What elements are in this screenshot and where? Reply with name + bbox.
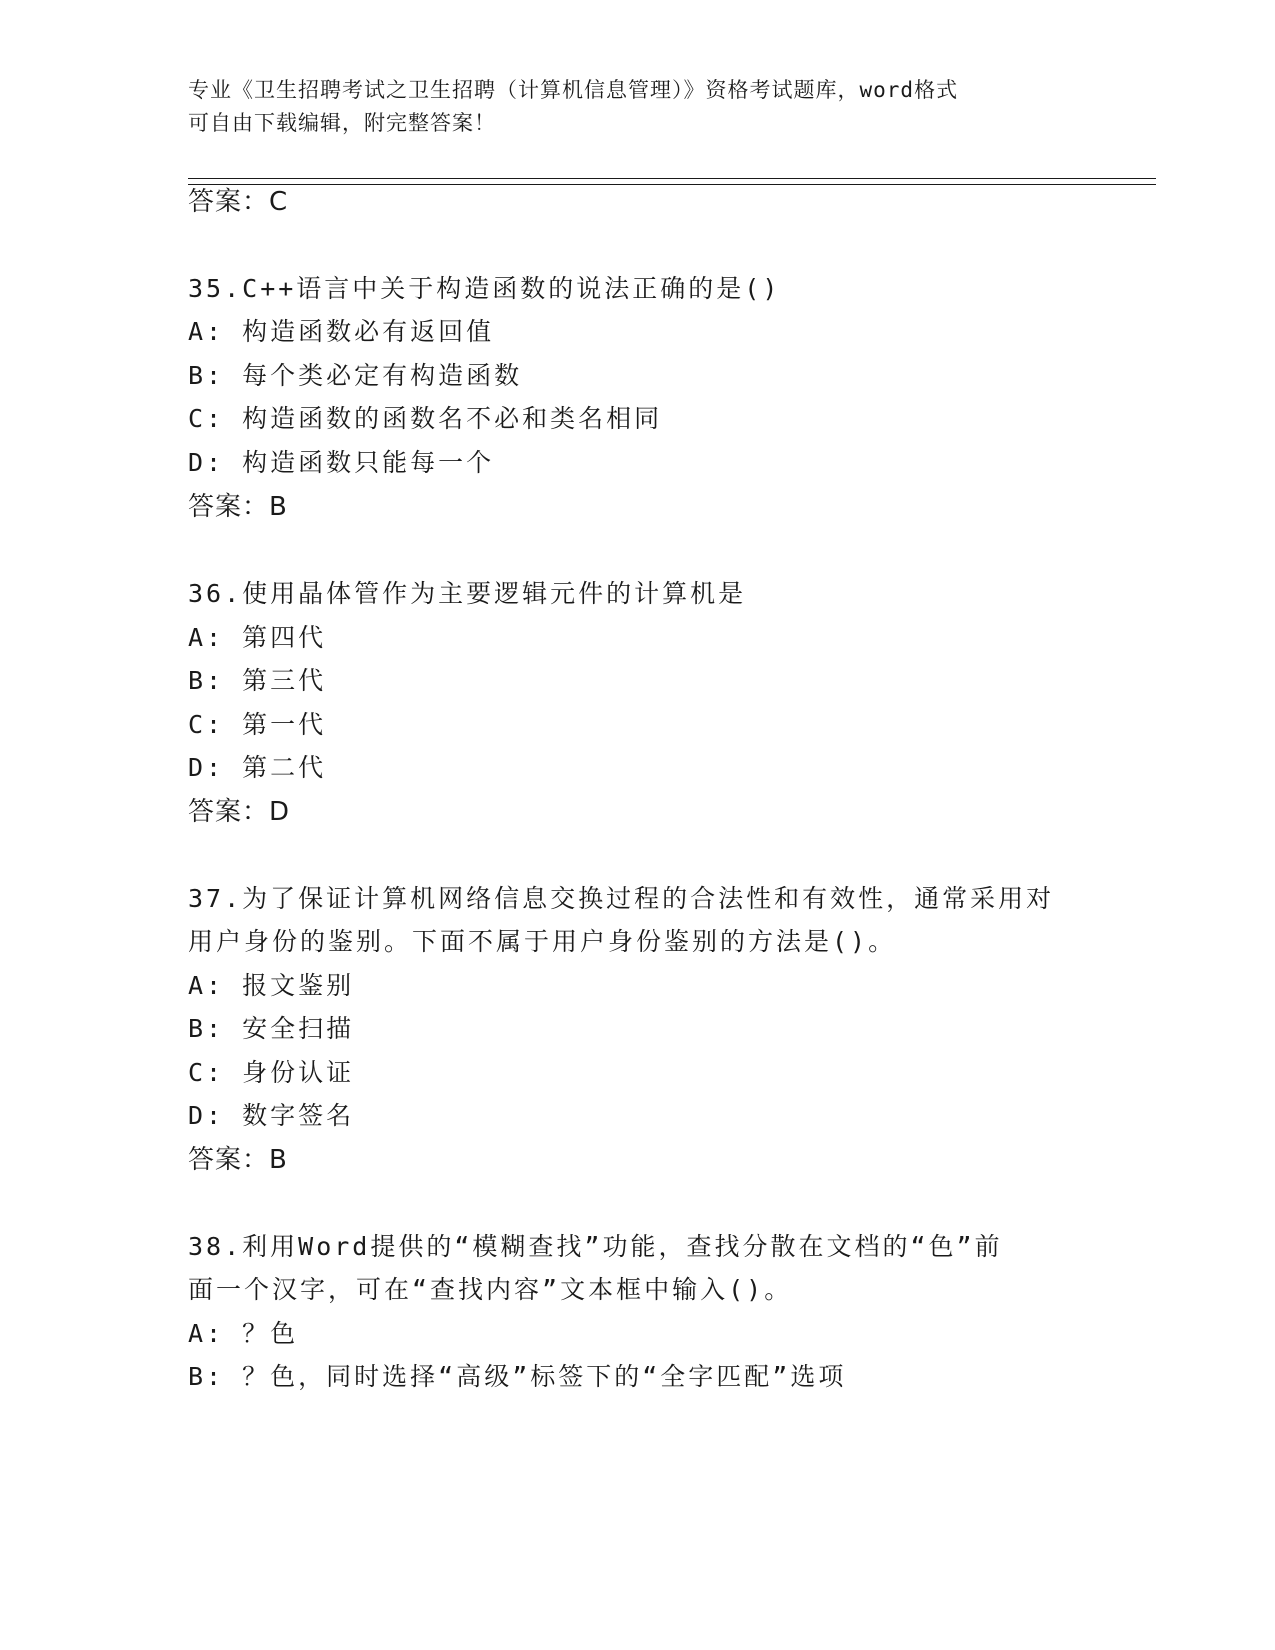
question-stem: 38.利用Word提供的“模糊查找”功能，查找分散在文档的“色”前 — [188, 1232, 1003, 1261]
header-line-2: 可自由下载编辑，附完整答案！ — [188, 111, 496, 135]
question-stem-continued: 面一个汉字，可在“查找内容”文本框中输入()。 — [188, 1275, 793, 1304]
answer-line: 答案：C — [188, 187, 289, 217]
option-a: A: ？色 — [188, 1319, 299, 1348]
option-b: B: ？色，同时选择“高级”标签下的“全字匹配”选项 — [188, 1362, 847, 1391]
option-c: C: 构造函数的函数名不必和类名相同 — [188, 404, 663, 433]
question-stem: 35.C++语言中关于构造函数的说法正确的是() — [188, 274, 781, 303]
option-d: D: 构造函数只能每一个 — [188, 448, 495, 477]
answer-line: 答案：B — [188, 1145, 288, 1175]
question-stem: 36.使用晶体管作为主要逻辑元件的计算机是 — [188, 579, 747, 608]
question-stem-continued: 用户身份的鉴别。下面不属于用户身份鉴别的方法是()。 — [188, 927, 897, 956]
option-a: A: 报文鉴别 — [188, 971, 355, 1000]
option-b: B: 第三代 — [188, 666, 327, 695]
answer-line: 答案：B — [188, 492, 288, 522]
option-d: D: 第二代 — [188, 753, 327, 782]
option-d: D: 数字签名 — [188, 1101, 355, 1130]
option-b: B: 安全扫描 — [188, 1014, 355, 1043]
question-stem: 37.为了保证计算机网络信息交换过程的合法性和有效性，通常采用对 — [188, 884, 1055, 913]
document-header — [188, 74, 1068, 140]
header-divider — [188, 178, 1156, 185]
answer-line: 答案：D — [188, 797, 291, 827]
option-c: C: 身份认证 — [188, 1058, 355, 1087]
header-line-1: 专业《卫生招聘考试之卫生招聘（计算机信息管理）》资格考试题库，word格式 — [188, 78, 959, 102]
option-c: C: 第一代 — [188, 710, 327, 739]
option-b: B: 每个类必定有构造函数 — [188, 361, 523, 390]
option-a: A: 第四代 — [188, 623, 327, 652]
option-a: A: 构造函数必有返回值 — [188, 317, 495, 346]
